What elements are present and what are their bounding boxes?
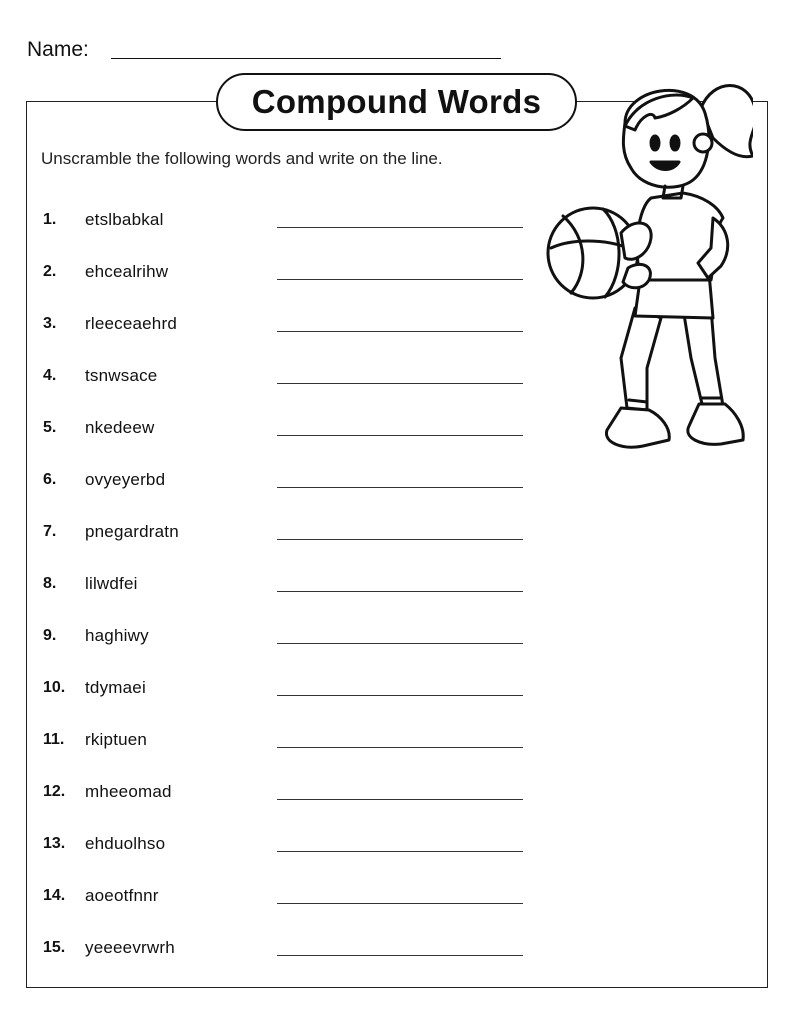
item-number: 5. [43,419,57,436]
item-number: 12. [43,783,66,800]
item-number: 9. [43,627,57,644]
item-number: 7. [43,523,57,540]
answer-line[interactable] [277,799,523,800]
list-item [43,936,533,988]
scrambled-word: aoeotfnnr [85,886,159,905]
name-label: Name: [27,38,89,61]
item-number: 14. [43,887,66,904]
list-item [43,832,533,884]
list-item [43,364,533,416]
item-number: 8. [43,575,57,592]
scrambled-word: ehduolhso [85,834,166,853]
list-item [43,728,533,780]
answer-line[interactable] [277,331,523,332]
scrambled-word: rleeceaehrd [85,314,177,333]
list-item [43,572,533,624]
answer-line[interactable] [277,435,523,436]
answer-line[interactable] [277,591,523,592]
answer-line[interactable] [277,955,523,956]
list-item [43,416,533,468]
word-list [43,208,533,988]
scrambled-word: rkiptuen [85,730,148,749]
answer-line[interactable] [277,487,523,488]
item-number: 3. [43,315,57,332]
instructions-text: Unscramble the following words and write on the line. [41,149,443,168]
scrambled-word: mheeomad [85,782,172,801]
answer-line[interactable] [277,851,523,852]
answer-line[interactable] [277,227,523,228]
item-number: 10. [43,679,66,696]
list-item [43,468,533,520]
scrambled-word: ehcealrihw [85,262,169,281]
scrambled-word: tdymaei [85,678,146,697]
item-number: 2. [43,263,57,280]
answer-line[interactable] [277,279,523,280]
worksheet-title: Compound Words [216,73,577,131]
scrambled-word: haghiwy [85,626,149,645]
list-item [43,208,533,260]
item-number: 11. [43,731,65,748]
scrambled-word: etslbabkal [85,210,164,229]
item-number: 15. [43,939,66,956]
list-item [43,520,533,572]
answer-line[interactable] [277,903,523,904]
item-number: 6. [43,471,57,488]
answer-line[interactable] [277,643,523,644]
list-item [43,624,533,676]
list-item [43,676,533,728]
answer-line[interactable] [277,747,523,748]
scrambled-word: yeeeevrwrh [85,938,175,957]
scrambled-word: nkedeew [85,418,155,437]
girl-holding-basketball-illustration [543,68,753,468]
answer-line[interactable] [277,695,523,696]
item-number: 4. [43,367,57,384]
name-field-row [27,36,507,66]
answer-line[interactable] [277,539,523,540]
scrambled-word: tsnwsace [85,366,158,385]
name-write-line[interactable] [111,58,501,59]
item-number: 13. [43,835,66,852]
item-number: 1. [43,211,57,228]
list-item [43,312,533,364]
scrambled-word: lilwdfei [85,574,138,593]
list-item [43,884,533,936]
scrambled-word: pnegardratn [85,522,179,541]
scrambled-word: ovyeyerbd [85,470,166,489]
answer-line[interactable] [277,383,523,384]
list-item [43,780,533,832]
list-item [43,260,533,312]
